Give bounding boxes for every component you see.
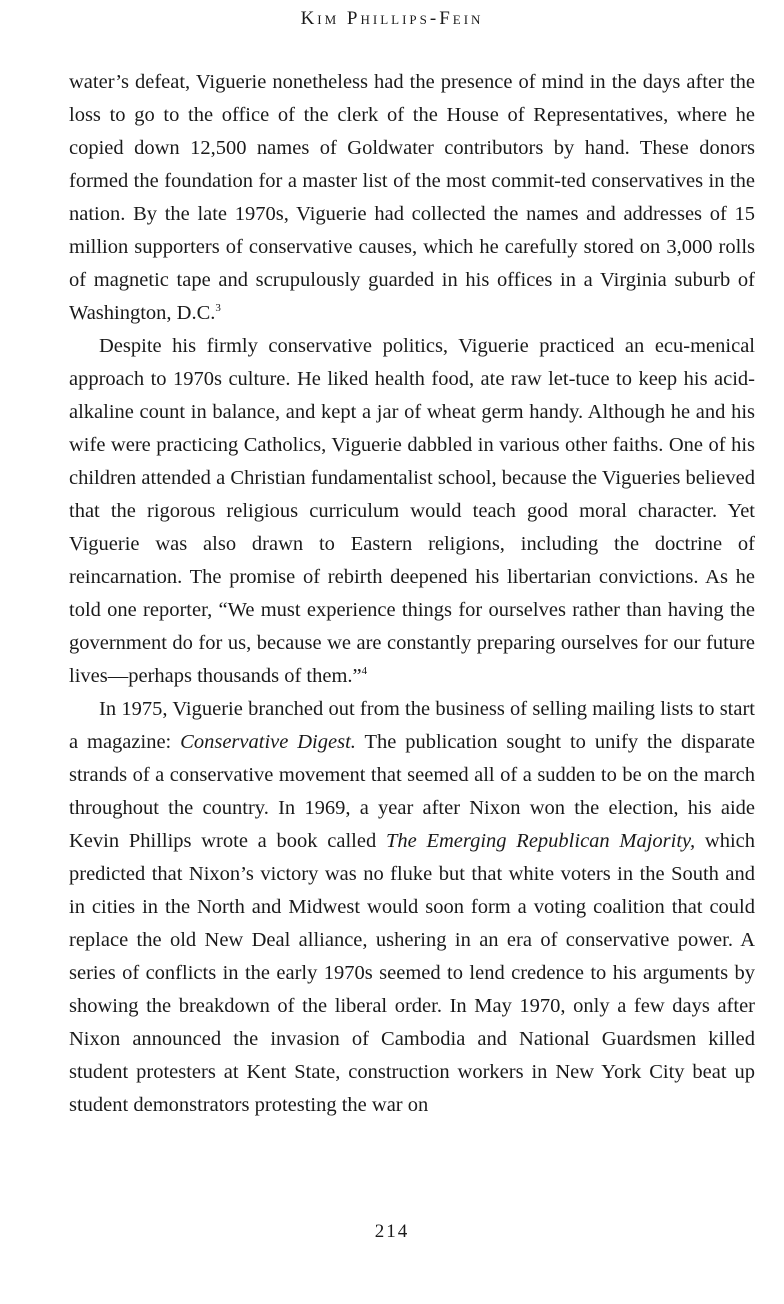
footnote-marker[interactable]: 4 <box>361 665 368 678</box>
paragraph-3-text-a: In 1975, Viguerie branched out from the business of selling mailing lists to start a magazine: <box>69 698 755 753</box>
running-head: Kim Phillips-Fein <box>300 8 484 29</box>
paragraph-3 <box>69 693 755 1122</box>
paragraph-1-text: water’s defeat, Viguerie nonetheless had the presence of mind in the days after the loss to go to the office of the clerk of the House of Representatives, where he copied down 12,500 names of Goldwater contributors by hand. These donors formed the foundation for a master list of the most commit-ted conservatives in the nation. By the late 1970s, Viguerie had collected the names and addresses of 15 million supporters of conservative causes, which he carefully stored on 3,000 rolls of magnetic tape and scrupulously guarded in his offices in a Virginia suburb of Washington, D.C. <box>69 71 755 324</box>
paragraph-2 <box>69 330 755 693</box>
paragraph-2-text: Despite his firmly conservative politics, Viguerie practiced an ecu-menical approach to 1970s culture. He liked health food, ate raw let-tuce to keep his acid-alkaline count in balance, and kept a jar of wheat germ handy. Although he and his wife were practicing Catholics, Viguerie dabbled in various other faiths. One of his children attended a Christian fundamentalist school, because the Vigueries believed that the rigorous religious curriculum would teach good moral character. Yet Viguerie was also drawn to Eastern religions, including the doctrine of reincarnation. The promise of rebirth deepened his libertarian convictions. As he told one reporter, “We must experience things for ourselves rather than having the government do for us, because we are constantly preparing ourselves for our future lives—perhaps thousands of them.” <box>69 335 755 687</box>
page-number: 214 <box>374 1221 410 1242</box>
paragraph-3-text-c: which predicted that Nixon’s victory was no fluke but that white voters in the South and in cities in the North and Midwest would soon form a voting coalition that could replace the old New Deal alliance, ushering in an era of conservative power. A series of conflicts in the early 1970s seemed to lend credence to his arguments by showing the breakdown of the liberal order. In May 1970, only a few days after Nixon announced the invasion of Cambodia and National Guardsmen killed student protesters at Kent State, construction workers in New York City beat up student demonstrators protesting the war on <box>69 830 756 1116</box>
paragraph-1 <box>69 66 755 330</box>
book-title-emerging-republican-majority: The Emerging Republican Majority, <box>385 830 696 852</box>
body-text <box>69 66 755 1122</box>
footnote-marker[interactable]: 3 <box>215 302 221 315</box>
book-title-conservative-digest: Conservative Digest. <box>180 731 356 753</box>
paragraph-3-text-b: The publication sought to unify the disparate strands of a conservative movement that seemed all of a sudden to be on the march throughout the country. In 1969, a year after Nixon won the election, his aide Kevin Phillips wrote a book called <box>69 731 755 852</box>
